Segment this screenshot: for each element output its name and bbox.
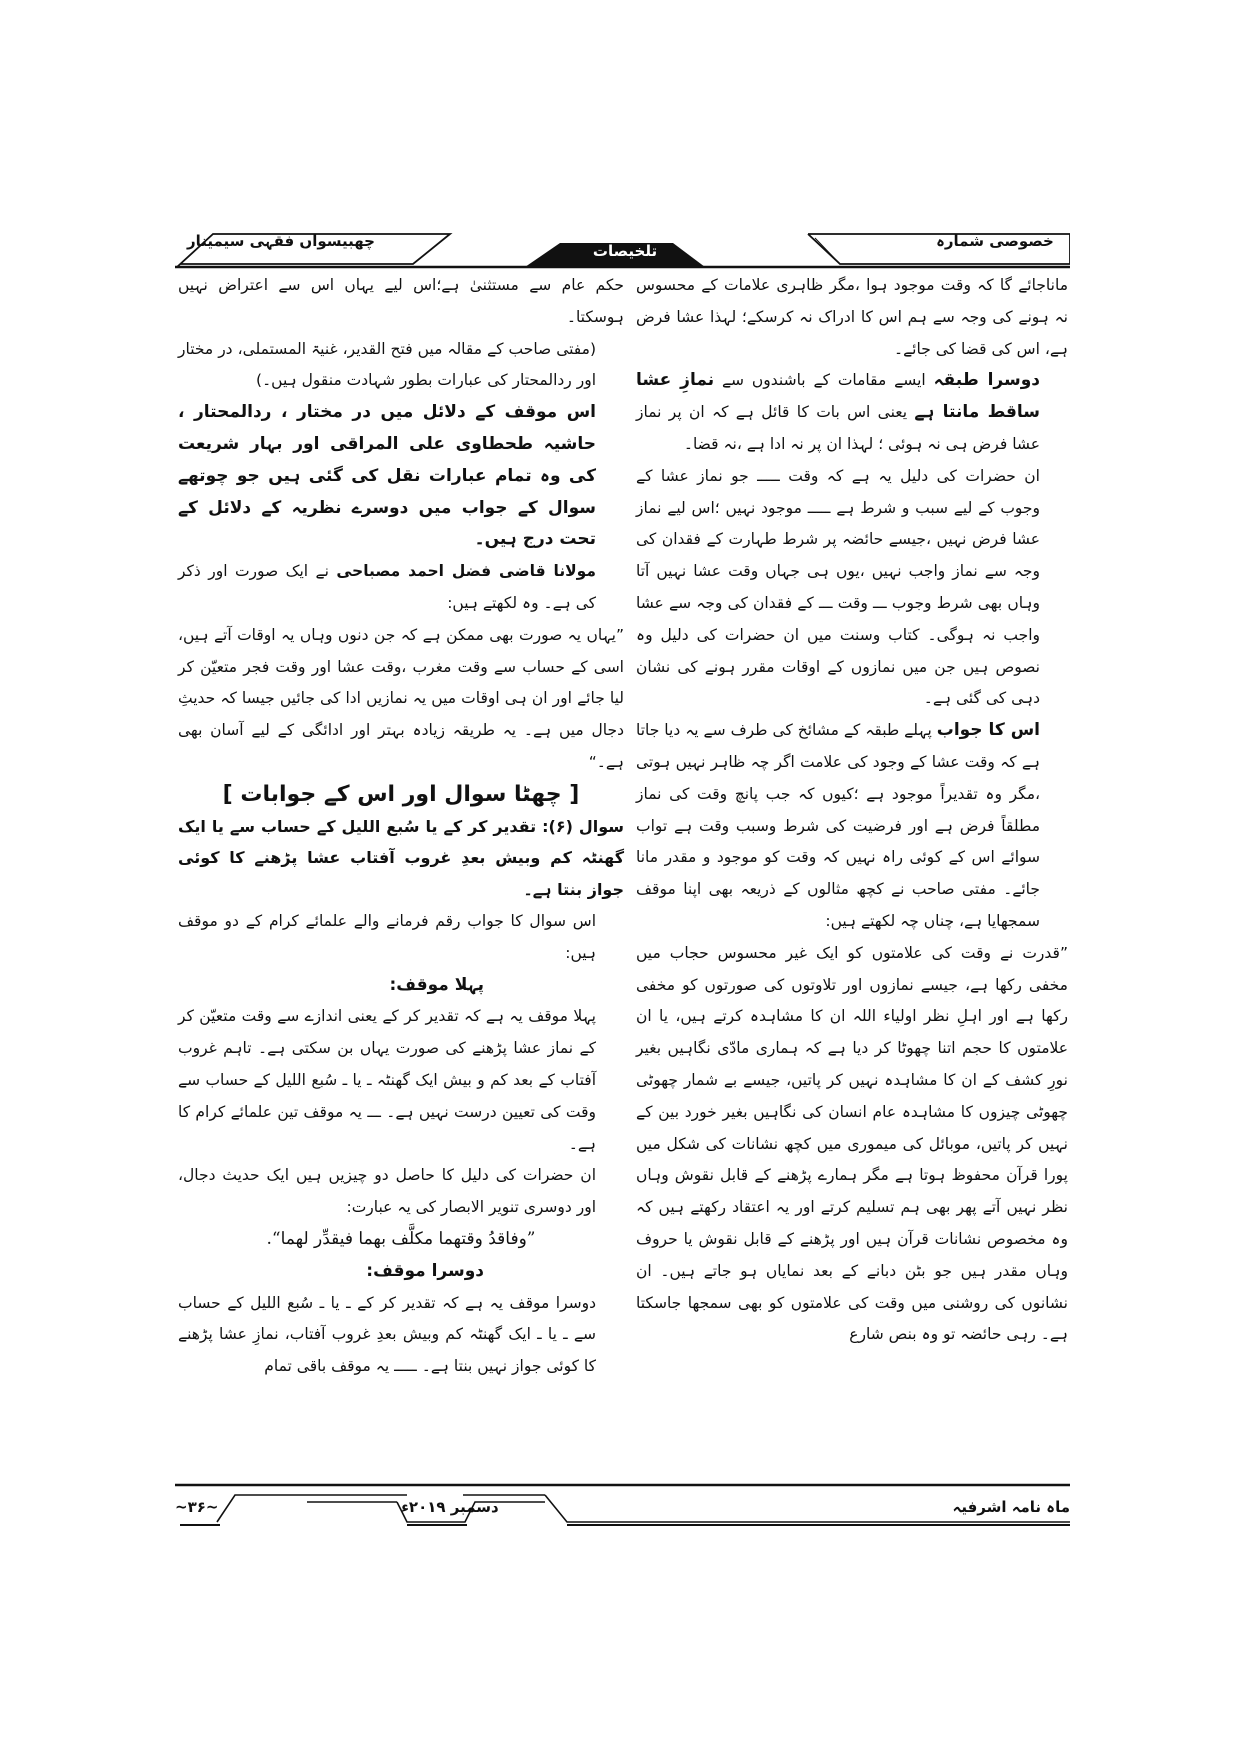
paragraph [636, 365, 1068, 460]
issue-date: دسمبر ۲۰۱۹ء [401, 1498, 499, 1516]
section-title: [ چھٹا سوال اور اس کے جوابات ] [222, 781, 580, 807]
magazine-name: ماہ نامہ اشرفیہ [952, 1498, 1070, 1516]
paragraph: اس سوال کا جواب رقم فرمانے والے علمائے کرام کے دو موقف ہیں: [178, 911, 596, 962]
page-header [175, 228, 1070, 268]
paragraph-bold: اس موقف کے دلائل میں در مختار ، ردالمحتار ، حاشیہ طحطاوی علی المراقی اور بہار شریعت کی وہ تمام عبارات نقل کی گئی ہیں جو چوتھے سوال کے جواب میں دوسرے نظریہ کے دلائل کے تحت درج ہیں۔ [178, 402, 596, 550]
left-column [178, 270, 624, 1383]
page-number: ~۳۶~ [175, 1498, 219, 1516]
paragraph [178, 556, 624, 620]
header-seminar-title: چھبیسواں فقہی سیمینار [186, 232, 375, 250]
footer-frame [175, 1480, 1070, 1530]
page-footer [175, 1480, 1070, 1530]
paragraph: پہلا موقف یہ ہے کہ تقدیر کر کے یعنی اندازے سے وقت متعیّن کر کے نماز عشا پڑھنے کی صورت یہاں بن سکتی ہے۔ تاہم غروب آفتاب کے بعد کم و بیش ایک گھنٹہ ـ یا ـ سُبع اللیل کے حساب سے وقت کی تعیین درست نہیں ہے۔ ـــ یہ موقف تین علمائے کرام کا ہے۔ [178, 1007, 596, 1153]
body-text: پہلے طبقہ کے مشائخ کی طرف سے یہ دیا جاتا ہے کہ وقت عشا کے وجود کی علامت اگر چہ ظاہر نہیں ہوتی ،مگر وہ تقدیراً موجود ہے ؛کیوں کہ جب پانچ وقت کی نماز مطلقاً فرض ہے اور فرضیت کی شرط وسبب وقت ہے تواب سوائے اس کے کوئی راہ نہیں کہ وقت کو موجود و مقدر مانا جائے۔ مفتی صاحب نے کچھ مثالوں کے ذریعہ بھی اپنا موقف سمجھایا ہے، چناں چہ لکھتے ہیں: [636, 721, 1040, 930]
subheading-first-position: پہلا موقف: [389, 974, 484, 995]
paragraph: ماناجائے گا کہ وقت موجود ہوا ،مگر ظاہری علامات کے محسوس نہ ہونے کی وجہ سے ہم اس کا ادراک نہ کرسکے؛ لہذا عشا فرض ہے، اس کی قضا کی جائے۔ [636, 276, 1068, 358]
right-column [636, 270, 1068, 1351]
question: سوال (۶): تقدیر کر کے یا سُبع اللیل کے حساب سے یا ایک گھنٹہ کم وبیش بعدِ غروب آفتاب عشا پڑھنے کا کوئی جواز بنتا ہے۔ [178, 816, 625, 900]
lead-text: دوسرا طبقہ [933, 370, 1040, 391]
subheading-second-position: دوسرا موقف: [366, 1260, 484, 1281]
author-name: مولانا قاضی فضل احمد مصباحی [336, 562, 596, 581]
body-text: ایسے مقامات کے باشندوں سے [714, 371, 934, 390]
paragraph [636, 715, 1068, 938]
paragraph: ان حضرات کی دلیل یہ ہے کہ وقت ـــــ جو نماز عشا کے وجوب کے لیے سبب و شرط ہے ـــــ موجود نہیں ؛اس لیے نماز عشا فرض نہیں ،جیسے حائضہ پر شرط طہارت کے فقدان کی وجہ سے نماز واجب نہیں ،یوں ہی جہاں وقت عشا نہیں آتا وہاں بھی شرط وجوب ـــ وقت ـــ کے فقدان کی وجہ سے عشا واجب نہ ہوگی۔ کتاب وسنت میں ان حضرات کی دلیل وہ نصوص ہیں جن میں نمازوں کے اوقات مقرر ہونے کی نشان دہی کی گئی ہے۔ [636, 466, 1040, 708]
paragraph: ان حضرات کی دلیل کا حاصل دو چیزیں ہیں ایک حدیث دجال، اور دوسری تنویر الابصار کی یہ عبارت: [178, 1166, 596, 1217]
quotation: ”یہاں یہ صورت بھی ممکن ہے کہ جن دنوں وہاں یہ اوقات آتے ہیں، اسی کے حساب سے وقت مغرب ،وقت عشا اور وقت فجر متعیّن کر لیا جائے اور ان ہی اوقات میں یہ نمازیں ادا کی جائیں جیسا کہ حدیثِ دجال میں ہے۔ یہ طریقہ زیادہ بہتر اور ادائگی کے لیے آسان بھی ہے۔“ [178, 625, 624, 771]
header-issue-title: خصوصی شمارہ [936, 232, 1054, 250]
body-text: یعنی اس بات کا قائل ہے کہ ان پر نماز عشا فرض ہی نہ ہوئی ؛ لہذا ان پر نہ ادا ہے ،نہ قضا۔ [636, 403, 1040, 453]
lead-text: اس کا جواب [936, 720, 1041, 741]
header-section-title: تلخیصات [592, 242, 658, 260]
quotation: ”قدرت نے وقت کی علامتوں کو ایک غیر محسوس حجاب میں مخفی رکھا ہے، جیسے نمازوں اور تلاوتوں کی صورتوں کو مخفی رکھا ہے اور اہلِ نظر اولیاء اللہ ان کا مشاہدہ کرتے ہیں، یا ان علامتوں کا حجم اتنا چھوٹا کر دیا ہے کہ ہماری مادّی نگاہیں بغیر نورِ کشف کے ان کا مشاہدہ نہیں کر پاتیں، جیسے بے شمار چھوٹی چھوٹی چیزوں کا مشاہدہ عام انسان کی نگاہیں بغیر خورد بین کے نہیں کر پاتیں، موبائل کی میموری میں کچھ نشانات کی شکل میں پورا قرآن محفوظ ہوتا ہے مگر ہمارے پڑھنے کے قابل نقوش وہاں نظر نہیں آتے پھر بھی ہم تسلیم کرتے اور یہ اعتقاد رکھتے ہیں کہ وہ مخصوص نشانات قرآن ہیں اور پڑھنے کے قابل نقوش یا حروف وہاں مقدر ہیں جو بٹن دبانے کے بعد نمایاں ہو جاتے ہیں۔ ان نشانوں کی روشنی میں وقت کی علامتوں کو بھی سمجھا جاسکتا ہے۔ رہی حائضہ تو وہ بنص شارع [636, 943, 1068, 1344]
arabic-quote: ”وفاقدُ وقتهما مكلَّف بهما فيقدِّر لهما“. [266, 1228, 536, 1249]
paragraph: حکم عام سے مستثنیٰ ہے؛اس لیے یہاں اس سے اعتراض نہیں ہوسکتا۔ [178, 276, 624, 326]
lead-text: نمازِ عشا ساقط مانتا ہے [636, 370, 1041, 423]
body-text: نے ایک صورت اور ذکر کی ہے۔ وہ لکھتے ہیں: [178, 562, 596, 612]
paragraph: دوسرا موقف یہ ہے کہ تقدیر کر کے ـ یا ـ سُبع اللیل کے حساب سے ـ یا ـ ایک گھنٹہ کم وبیش بعدِ غروب آفتاب، نمازِ عشا پڑھنے کا کوئی جواز نہیں بنتا ہے۔ ـــــ یہ موقف باقی تمام [178, 1293, 596, 1376]
paragraph: (مفتی صاحب کے مقالہ میں فتح القدیر، غنیۃ المستملی، در مختار اور ردالمحتار کی عبارات بطور شہادت منقول ہیں۔) [178, 339, 596, 390]
